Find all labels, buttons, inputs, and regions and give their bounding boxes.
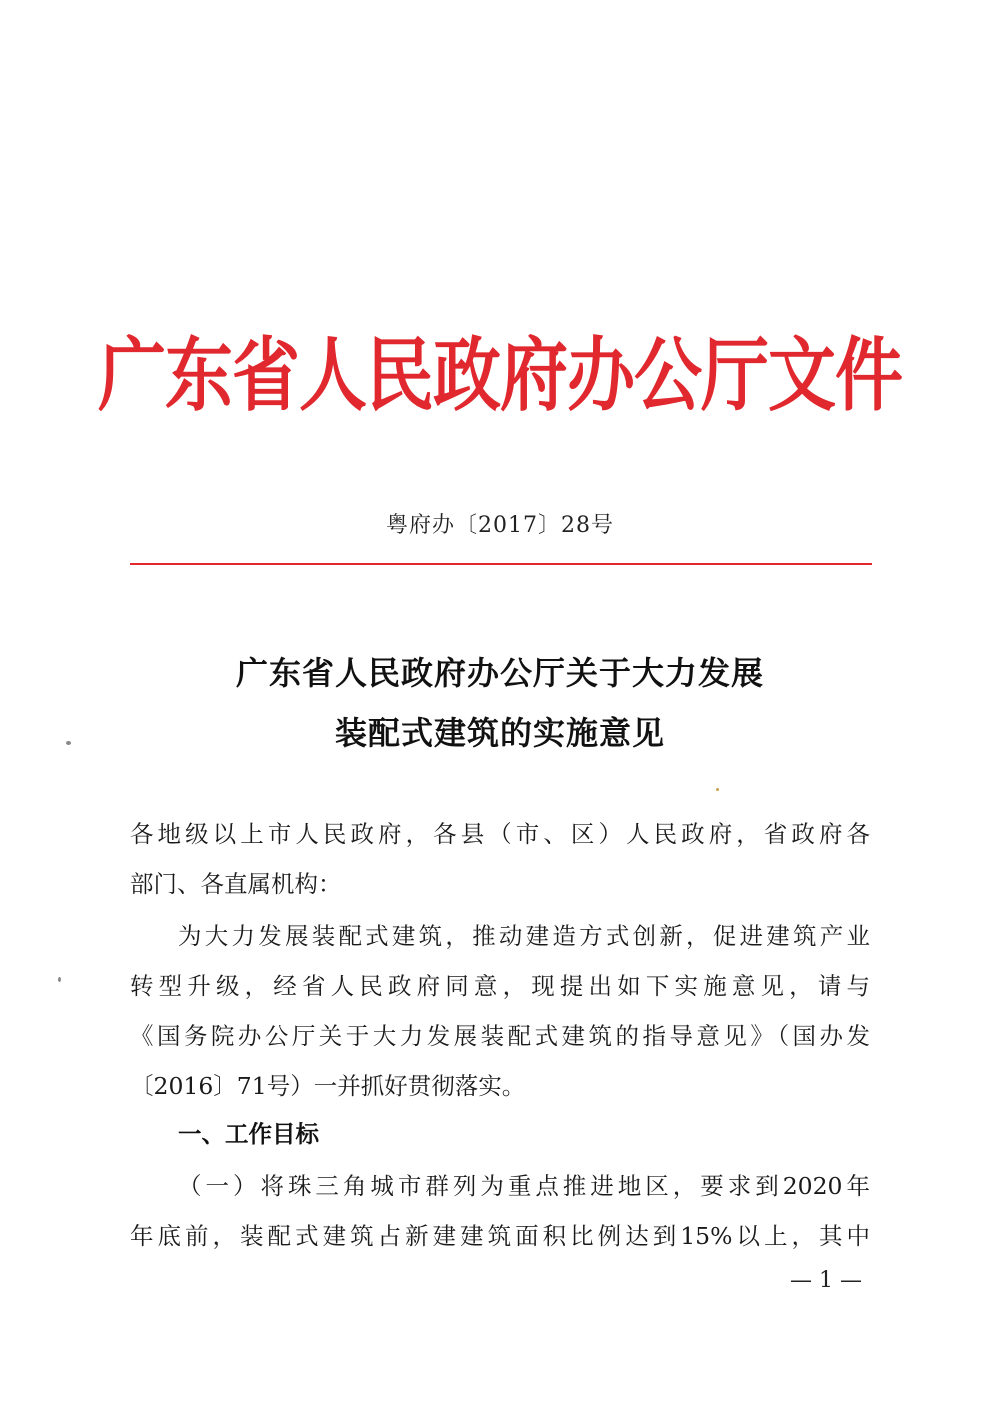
goal-item-line-1: （一）将珠三角城市群列为重点推进地区，要求到2020年 [178,1172,870,1200]
body-paragraph-line-4: 〔2016〕71号）一并抓好贯彻落实。 [130,1072,526,1100]
document-title-line-1: 广东省人民政府办公厅关于大力发展 [235,654,764,692]
body-paragraph-line-2: 转型升级，经省人民政府同意，现提出如下实施意见，请与 [130,972,870,1000]
issuer-banner: 广东省人民政府办公厅文件 [97,330,902,424]
addressee-line-2: 部门、各直属机构： [130,870,342,898]
body-paragraph-line-3: 《国务院办公厅关于大力发展装配式建筑的指导意见》（国办发 [130,1022,870,1050]
scan-speck [716,788,719,791]
document-title-line-2: 装配式建筑的实施意见 [334,714,665,752]
section-heading-goals: 一、工作目标 [178,1120,319,1148]
scan-speck [66,741,71,745]
red-divider [130,563,872,565]
body-paragraph-line-1: 为大力发展装配式建筑，推动建造方式创新，促进建筑产业 [178,922,870,950]
scan-speck [58,977,61,982]
goal-item-line-2: 年底前，装配式建筑占新建建筑面积比例达到15%以上，其中 [130,1222,870,1250]
page-number: — 1 — [790,1268,862,1293]
addressee-line-1: 各地级以上市人民政府，各县（市、区）人民政府，省政府各 [130,820,870,848]
document-number: 粤府办〔2017〕28号 [386,513,614,538]
